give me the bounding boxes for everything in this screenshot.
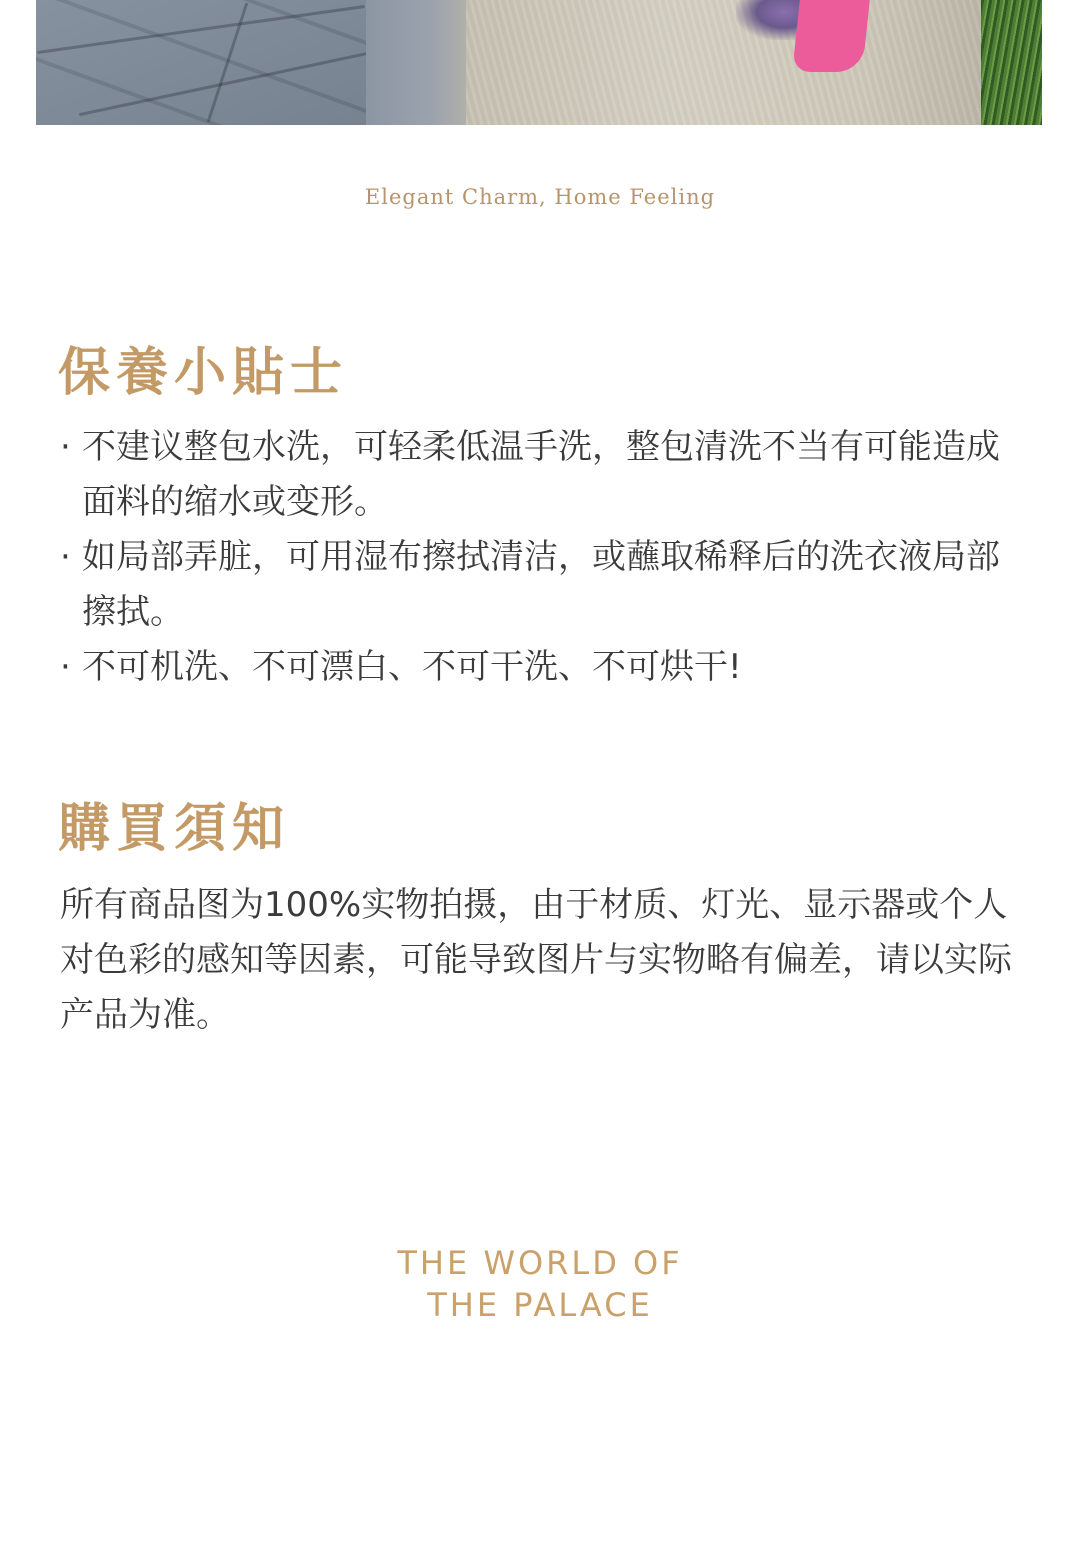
bullet-dot: · — [60, 537, 71, 577]
brand-logo-text — [0, 1242, 1080, 1326]
linen-fabric — [466, 0, 991, 125]
bullet-dot: · — [60, 647, 71, 687]
care-tip-text: 不可机洗、不可漂白、不可干洗、不可烘干! — [82, 647, 742, 687]
tagline: Elegant Charm, Home Feeling — [364, 185, 716, 209]
purchase-notice-text: 所有商品图为100%实物拍摄，由于材质、灯光、显示器或个人对色彩的感知等因素，可能导致图片与实物略有偏差，请以实际产品为准。 — [60, 885, 1012, 1035]
product-photo-crop — [36, 0, 1042, 125]
care-tip-text: 如局部弄脏，可用湿布擦拭清洁，或蘸取稀释后的洗衣液局部擦拭。 — [82, 537, 1000, 632]
brand-line-1: THE WORLD OF — [397, 1244, 683, 1282]
care-tip-text: 不建议整包水洗，可轻柔低温手洗，整包清洗不当有可能造成面料的缩水或变形。 — [82, 427, 1000, 522]
care-tip-item — [60, 420, 1020, 530]
care-tips-title: 保養小貼士 — [58, 342, 349, 403]
bullet-dot: · — [60, 427, 71, 467]
brand-line-2: THE PALACE — [427, 1286, 653, 1324]
pink-pouch — [792, 0, 870, 72]
care-tips-list — [60, 420, 1020, 695]
stone-edge — [366, 0, 476, 125]
care-tip-item — [60, 530, 1020, 640]
care-tip-item — [60, 640, 1020, 695]
purchase-notice-title: 購買須知 — [58, 798, 291, 859]
grass-area — [981, 0, 1042, 125]
